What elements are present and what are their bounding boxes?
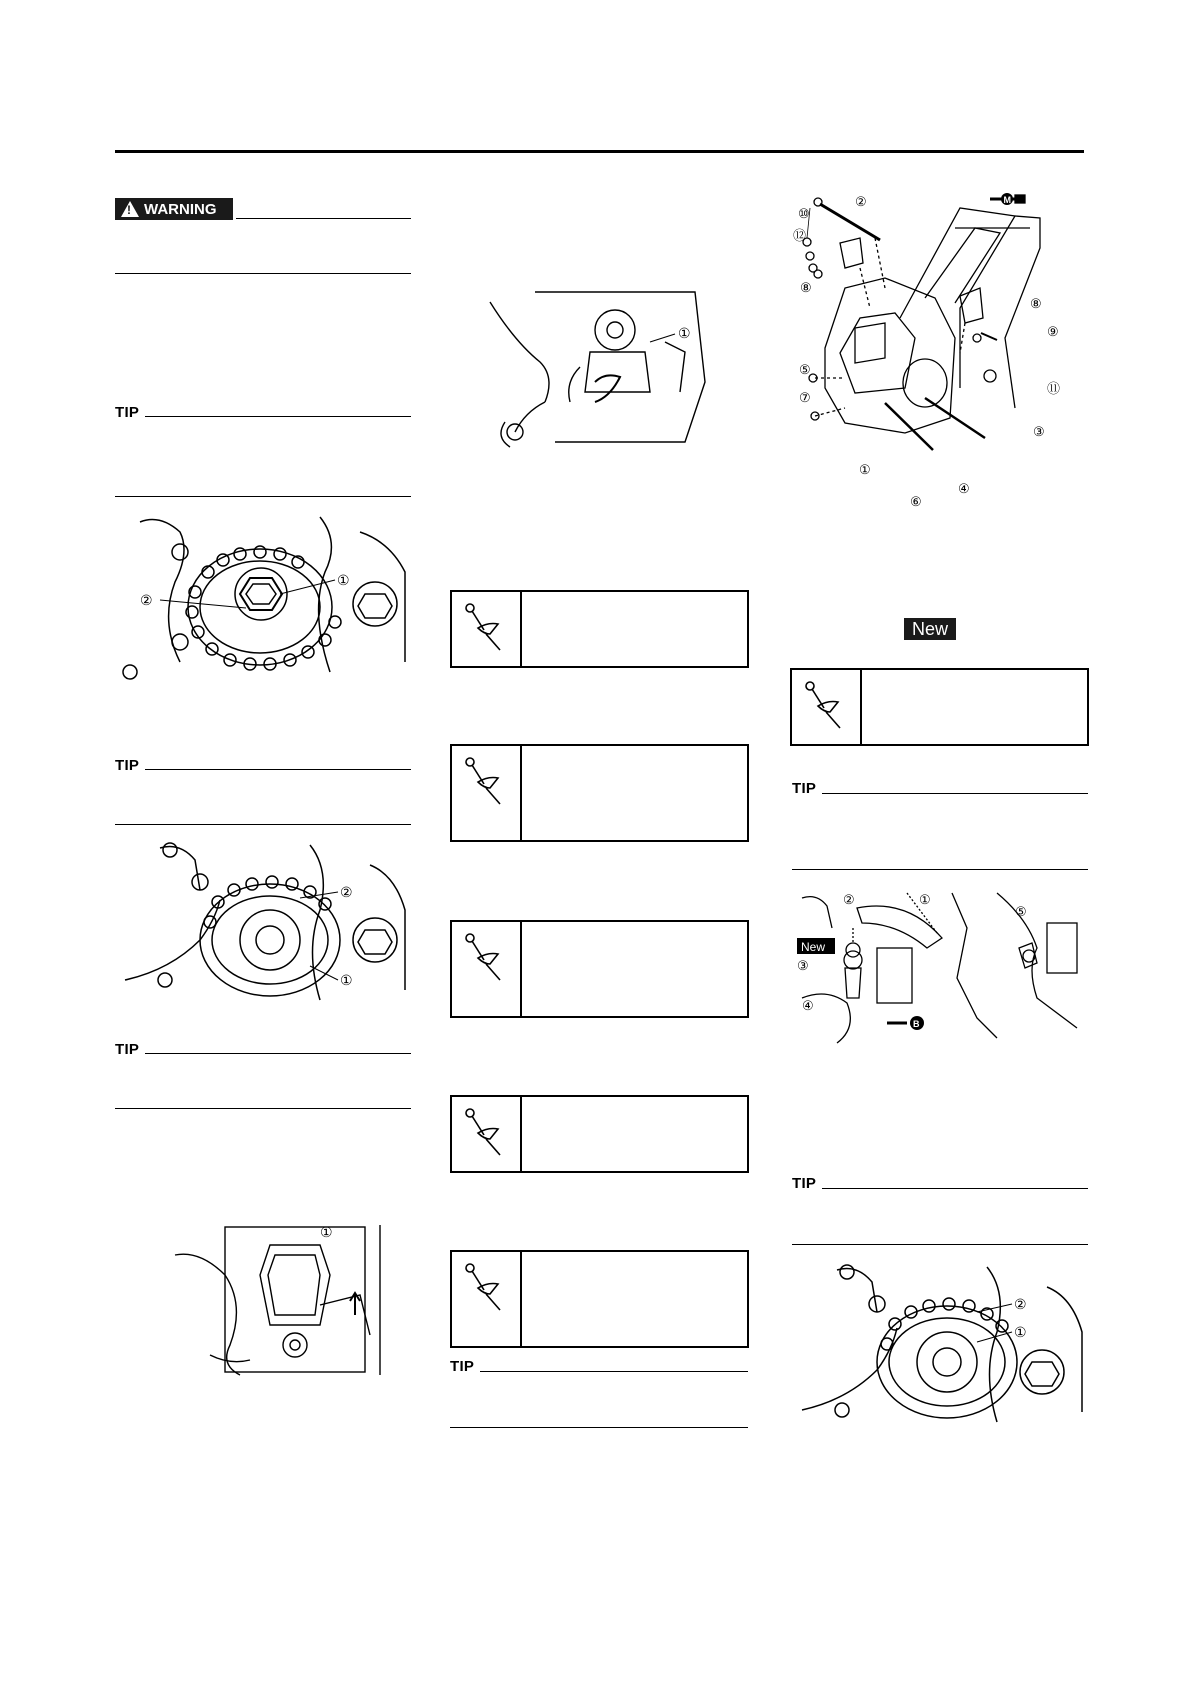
header-rule xyxy=(115,150,1084,153)
warning-rule-top xyxy=(236,218,411,219)
warning-label: WARNING xyxy=(144,200,217,218)
callout-5: ⑤ xyxy=(799,362,811,377)
torque-spec-box-3 xyxy=(450,920,749,1018)
callout-12: ⑫ xyxy=(793,228,807,243)
callout-8: ⑧ xyxy=(800,280,812,295)
tip-label-6: TIP xyxy=(792,1175,817,1192)
callout-1: ① xyxy=(320,1224,333,1240)
tip-rule-bottom-1 xyxy=(115,496,411,497)
tip-rule-bottom-5 xyxy=(792,869,1088,870)
callout-10: ⑩ xyxy=(798,206,810,221)
torque-wrench-icon xyxy=(800,678,852,730)
callout-1: ① xyxy=(859,462,871,477)
callout-2: ② xyxy=(843,892,855,907)
tip-label-1: TIP xyxy=(115,404,140,421)
warning-triangle-icon xyxy=(121,201,139,217)
tip-rule-top-5 xyxy=(822,793,1088,794)
callout-1: ① xyxy=(919,892,931,907)
figure-sprocket-nut xyxy=(120,512,415,684)
tip-rule-bottom-4 xyxy=(450,1427,748,1428)
callout-2: ② xyxy=(1014,1296,1027,1312)
callout-1: ① xyxy=(1014,1324,1027,1340)
callout-1: ① xyxy=(337,572,350,588)
figure-sprocket-chain xyxy=(120,840,415,1010)
tip-label-3: TIP xyxy=(115,1041,140,1058)
callout-11: ⑪ xyxy=(1047,381,1061,396)
torque-spec-box-2 xyxy=(450,744,749,842)
torque-wrench-icon xyxy=(460,1260,512,1312)
torque-spec-box-5 xyxy=(450,1250,749,1348)
tip-label-4: TIP xyxy=(450,1358,475,1375)
torque-wrench-icon xyxy=(460,930,512,982)
figure-sprocket-install xyxy=(797,1262,1087,1432)
callout-4: ④ xyxy=(802,998,814,1013)
warning-badge xyxy=(115,198,233,220)
callout-2: ② xyxy=(140,592,153,608)
torque-spec-box-4 xyxy=(450,1095,749,1173)
callout-9: ⑨ xyxy=(1047,324,1059,339)
tip-label-5: TIP xyxy=(792,780,817,797)
callout-2: ② xyxy=(855,194,867,209)
tip-rule-top-6 xyxy=(822,1188,1088,1189)
tip-rule-top-4 xyxy=(480,1371,748,1372)
callout-4: ④ xyxy=(958,481,970,496)
tip-rule-bottom-2 xyxy=(115,824,411,825)
lubricant-mark-b: B xyxy=(913,1019,920,1029)
callout-5: ⑤ xyxy=(1015,904,1027,919)
tip-rule-bottom-3 xyxy=(115,1108,411,1109)
callout-1: ① xyxy=(678,325,691,341)
torque-wrench-icon xyxy=(460,754,512,806)
callout-7: ⑦ xyxy=(799,390,811,405)
torque-spec-box-6 xyxy=(790,668,1089,746)
callout-2: ② xyxy=(340,884,353,900)
callout-8b: ⑧ xyxy=(1030,296,1042,311)
new-part-badge-fig: New xyxy=(801,940,826,954)
figure-engine-top xyxy=(485,282,715,452)
callout-3: ③ xyxy=(797,958,809,973)
tip-rule-bottom-6 xyxy=(792,1244,1088,1245)
tip-label-2: TIP xyxy=(115,757,140,774)
torque-spec-box-1 xyxy=(450,590,749,668)
torque-wrench-icon xyxy=(460,600,512,652)
warning-rule-bottom xyxy=(115,273,411,274)
lubricant-mark-m: M xyxy=(1003,195,1011,205)
callout-3: ③ xyxy=(1033,424,1045,439)
callout-6: ⑥ xyxy=(910,494,922,509)
tip-rule-top-1 xyxy=(145,416,411,417)
figure-engine-mount-exploded xyxy=(785,188,1085,518)
callout-1: ① xyxy=(340,972,353,988)
tip-rule-top-3 xyxy=(145,1053,411,1054)
tip-rule-top-2 xyxy=(145,769,411,770)
figure-engine-removal xyxy=(170,1215,385,1380)
torque-wrench-icon xyxy=(460,1105,512,1157)
figure-chain-guide-clip xyxy=(797,888,1087,1048)
new-part-badge: New xyxy=(904,618,956,640)
